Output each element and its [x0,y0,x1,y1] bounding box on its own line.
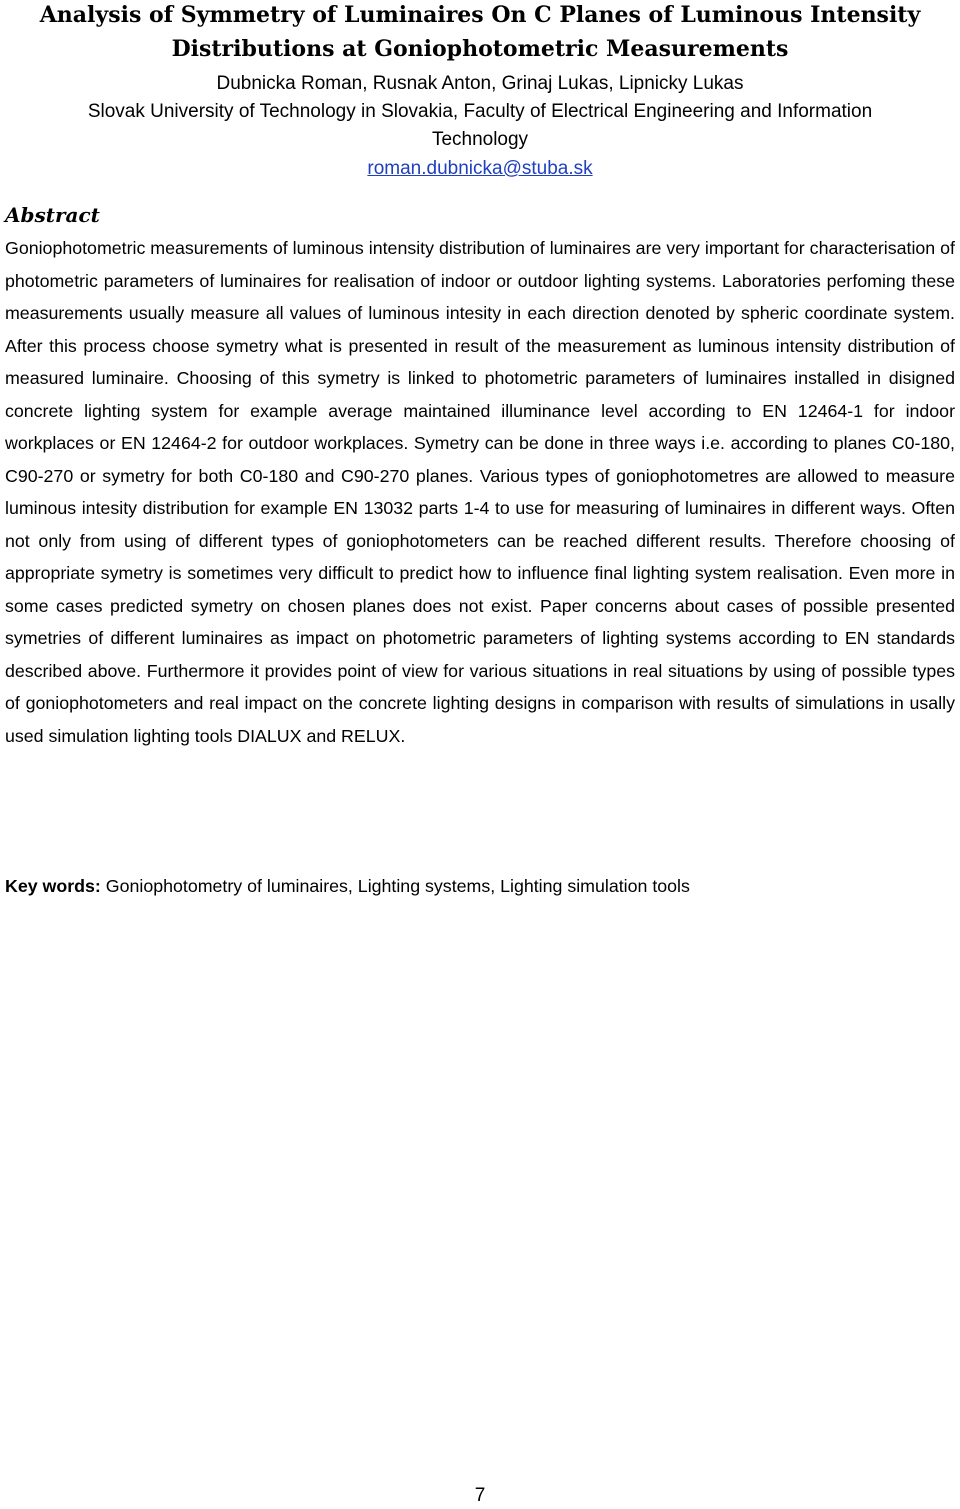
keywords-text: Goniophotometry of luminaires, Lighting systems, Lighting simulation tools [100,876,690,896]
email-link[interactable]: roman.dubnicka@stuba.sk [367,158,593,179]
page-number: 7 [474,1485,486,1506]
affiliation-line-1: Slovak University of Technology in Slovakia, Faculty of Electrical Engineering and Information [87,101,873,122]
affiliation-line-2: Technology [431,129,529,150]
paper-title-line-1: Analysis of Symmetry of Luminaires On C Planes of Luminous Intensity [39,2,921,28]
email-line [0,155,960,183]
abstract-text: Goniophotometric measurements of luminous intensity distribution of luminaires are very important for characterisation of photometric parameters of luminaires for realisation of indoor or outdoor lighting systems. Laboratories perfoming these measurements usually measure all values of luminous intesity in each direction denoted by spheric coordinate system. After this process choose symetry what is presented in result of the measurement as luminous intensity distribution of measured luminaire. Choosing of this symetry is linked to photometric parameters of luminaires installed in disigned concrete lighting system for example average maintained illuminance level according to EN 12464-1 for indoor workplaces or EN 12464-2 for outdoor workplaces. Symetry can be done in three ways i.e. according to planes C0-180, C90-270 or symetry for both C0-180 and C90-270 planes. Various types of goniophotometres are allowed to measure luminous intesity distribution for example EN 13032 parts 1-4 to use for measuring of luminaires in different ways. Often not only from using of different types of goniophotometers can be reached different results. Therefore choosing of appropriate symetry is sometimes very difficult to predict how to influence final lighting system realisation. Even more in some cases predicted symetry on chosen planes does not exist. Paper concerns about cases of possible presented symetries of different luminaires as impact on photometric parameters of lighting systems according to EN standards described above. Furthermore it provides point of view for various situations in real situations by using of possible types of goniophotometers and real impact on the concrete lighting designs in comparison with results of simulations in usally used simulation lighting tools DIALUX and RELUX. [5,238,955,746]
authors: Dubnicka Roman, Rusnak Anton, Grinaj Lukas, Lipnicky Lukas [216,73,744,94]
abstract-heading: Abstract [5,203,100,227]
keywords-label: Key words: [5,876,101,896]
paper-title-line-2: Distributions at Goniophotometric Measurements [171,36,789,62]
keywords [5,870,955,902]
